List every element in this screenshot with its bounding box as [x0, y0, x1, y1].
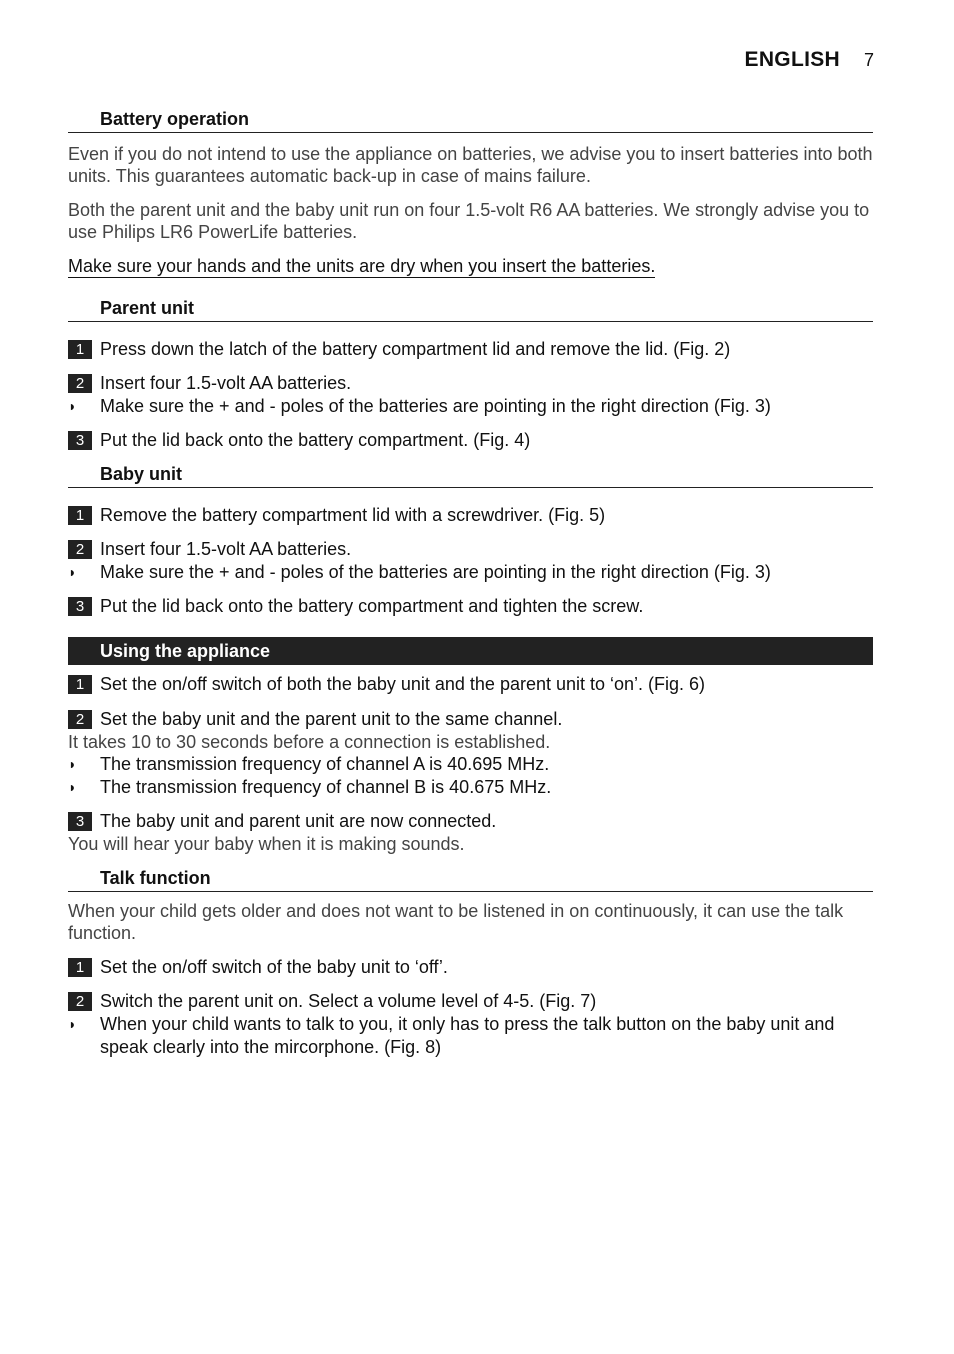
step-number: 2	[68, 374, 92, 393]
bullet-icon: ◗	[68, 756, 77, 772]
step	[68, 595, 873, 618]
page-content	[68, 106, 873, 1059]
step-number: 2	[68, 540, 92, 559]
bullet-icon: ◗	[68, 564, 77, 580]
section-heading-parent-unit: Parent unit	[68, 295, 873, 322]
step-text: Set the on/off switch of the baby unit to ‘off’.	[100, 957, 448, 977]
bullet-text: The transmission frequency of channel B is 40.675 MHz.	[100, 777, 552, 797]
step	[68, 810, 873, 833]
step-text: The baby unit and parent unit are now connected.	[100, 811, 497, 831]
page-number: 7	[863, 50, 874, 70]
bullet-text: Make sure the + and - poles of the batteries are pointing in the right direction (Fig. 3)	[100, 396, 771, 416]
bullet-item	[68, 395, 873, 418]
step-number: 1	[68, 958, 92, 977]
note-text: You will hear your baby when it is making sounds.	[68, 834, 465, 854]
bullet-item	[68, 1013, 873, 1059]
step-text: Put the lid back onto the battery compartment and tighten the screw.	[100, 596, 644, 616]
step	[68, 990, 873, 1013]
bullet-text: The transmission frequency of channel A is 40.695 MHz.	[100, 754, 550, 774]
step-text: Insert four 1.5-volt AA batteries.	[100, 373, 352, 393]
page-header	[745, 48, 874, 72]
step-number: 1	[68, 506, 92, 525]
bullet-item	[68, 776, 873, 799]
warning-text	[68, 255, 873, 277]
step	[68, 429, 873, 452]
bullet-icon: ◗	[68, 779, 77, 795]
language-label: ENGLISH	[744, 48, 840, 71]
warning-text-underlined: Make sure your hands and the units are dry when you insert the batteries.	[68, 256, 656, 276]
step	[68, 538, 873, 561]
step-number: 1	[68, 675, 92, 694]
section-heading-talk-function: Talk function	[68, 865, 873, 892]
paragraph: Both the parent unit and the baby unit run on four 1.5-volt R6 AA batteries. We strongly advise you to use Philips LR6 PowerLife batteries.	[68, 200, 870, 242]
bullet-icon: ◗	[68, 1016, 77, 1032]
step-number: 3	[68, 812, 92, 831]
step-text: Insert four 1.5-volt AA batteries.	[100, 539, 352, 559]
bullet-item	[68, 753, 873, 776]
step	[68, 708, 873, 731]
step-number: 1	[68, 340, 92, 359]
bullet-text: When your child wants to talk to you, it only has to press the talk button on the baby unit and speak clearly into the mircorphone. (Fig. 8)	[100, 1014, 835, 1057]
section-heading-using-appliance: Using the appliance	[68, 637, 873, 665]
paragraph: When your child gets older and does not want to be listened in on continuously, it can use the talk function.	[68, 901, 844, 943]
step-text: Remove the battery compartment lid with a screwdriver. (Fig. 5)	[100, 505, 606, 525]
step-text: Switch the parent unit on. Select a volume level of 4-5. (Fig. 7)	[100, 991, 597, 1011]
step-number: 2	[68, 710, 92, 729]
step-number: 2	[68, 992, 92, 1011]
step	[68, 504, 873, 527]
bullet-item	[68, 561, 873, 584]
bullet-text: Make sure the + and - poles of the batteries are pointing in the right direction (Fig. 3)	[100, 562, 771, 582]
step-number: 3	[68, 431, 92, 450]
step-text: Set the baby unit and the parent unit to the same channel.	[100, 709, 563, 729]
step-number: 3	[68, 597, 92, 616]
step	[68, 338, 873, 361]
section-heading-baby-unit: Baby unit	[68, 461, 873, 488]
note-text: It takes 10 to 30 seconds before a connection is established.	[68, 732, 551, 752]
paragraph: Even if you do not intend to use the appliance on batteries, we advise you to insert batteries into both units. This guarantees automatic back-up in case of mains failure.	[68, 144, 873, 186]
step-text: Put the lid back onto the battery compartment. (Fig. 4)	[100, 430, 531, 450]
step-text: Set the on/off switch of both the baby unit and the parent unit to ‘on’. (Fig. 6)	[100, 674, 706, 694]
step-text: Press down the latch of the battery compartment lid and remove the lid. (Fig. 2)	[100, 339, 731, 359]
step	[68, 372, 873, 395]
bullet-icon: ◗	[68, 398, 77, 414]
step	[68, 673, 873, 696]
section-heading-battery: Battery operation	[68, 106, 873, 133]
step	[68, 956, 873, 979]
